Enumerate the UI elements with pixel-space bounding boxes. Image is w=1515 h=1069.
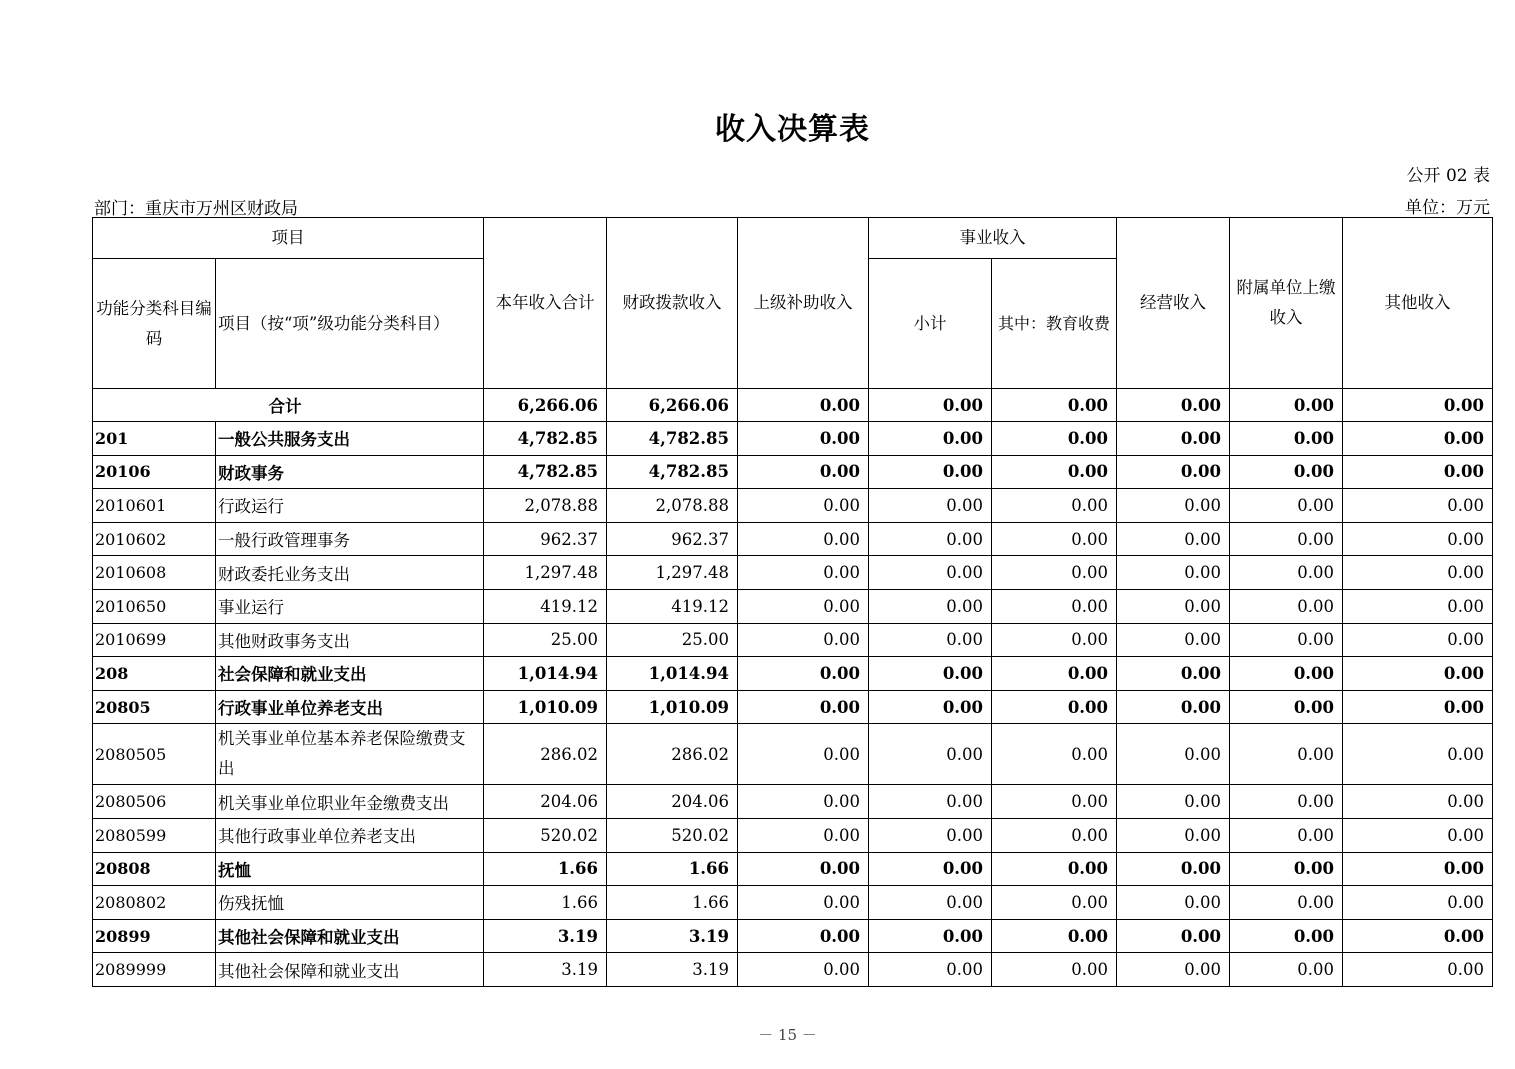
row-code: 2010602 bbox=[93, 522, 216, 556]
total-cell: 0.00 bbox=[992, 389, 1117, 422]
row-code: 2010608 bbox=[93, 556, 216, 590]
row-code: 2080505 bbox=[93, 724, 216, 785]
row-value: 0.00 bbox=[1117, 919, 1230, 953]
row-value: 0.00 bbox=[869, 724, 992, 785]
row-value: 0.00 bbox=[1343, 852, 1493, 886]
total-cell: 0.00 bbox=[869, 389, 992, 422]
row-value: 0.00 bbox=[869, 455, 992, 489]
header-code: 功能分类科目编码 bbox=[93, 259, 216, 389]
row-value: 0.00 bbox=[869, 919, 992, 953]
row-value: 0.00 bbox=[992, 522, 1117, 556]
row-value: 0.00 bbox=[992, 953, 1117, 987]
row-value: 0.00 bbox=[1230, 657, 1343, 691]
row-value: 419.12 bbox=[607, 589, 738, 623]
row-value: 2,078.88 bbox=[484, 489, 607, 523]
row-value: 0.00 bbox=[738, 455, 869, 489]
row-value: 0.00 bbox=[738, 724, 869, 785]
row-value: 1.66 bbox=[607, 852, 738, 886]
row-value: 25.00 bbox=[607, 623, 738, 657]
row-value: 0.00 bbox=[1117, 818, 1230, 852]
row-value: 1,010.09 bbox=[484, 690, 607, 724]
row-value: 0.00 bbox=[738, 919, 869, 953]
row-name: 其他行政事业单位养老支出 bbox=[216, 818, 484, 852]
row-value: 0.00 bbox=[1230, 422, 1343, 456]
row-value: 0.00 bbox=[1343, 623, 1493, 657]
row-value: 286.02 bbox=[484, 724, 607, 785]
row-value: 0.00 bbox=[992, 785, 1117, 819]
row-value: 4,782.85 bbox=[607, 422, 738, 456]
row-value: 0.00 bbox=[1343, 690, 1493, 724]
row-value: 0.00 bbox=[738, 953, 869, 987]
row-value: 3.19 bbox=[607, 953, 738, 987]
row-name: 伤残抚恤 bbox=[216, 886, 484, 920]
row-value: 962.37 bbox=[484, 522, 607, 556]
row-code: 20899 bbox=[93, 919, 216, 953]
header-name: 项目（按“项”级功能分类科目） bbox=[216, 259, 484, 389]
row-value: 0.00 bbox=[1343, 724, 1493, 785]
header-affiliated: 附属单位上缴收入 bbox=[1230, 218, 1343, 389]
row-value: 0.00 bbox=[1117, 852, 1230, 886]
row-name: 其他社会保障和就业支出 bbox=[216, 919, 484, 953]
row-value: 0.00 bbox=[992, 489, 1117, 523]
total-cell: 6,266.06 bbox=[607, 389, 738, 422]
table-row bbox=[93, 657, 1493, 691]
header-fiscal: 财政拨款收入 bbox=[607, 218, 738, 389]
row-value: 0.00 bbox=[738, 556, 869, 590]
row-value: 962.37 bbox=[607, 522, 738, 556]
row-value: 0.00 bbox=[738, 657, 869, 691]
row-value: 204.06 bbox=[607, 785, 738, 819]
row-value: 0.00 bbox=[1117, 422, 1230, 456]
department-label: 部门：重庆市万州区财政局 bbox=[94, 199, 298, 219]
row-value: 0.00 bbox=[1230, 818, 1343, 852]
row-value: 1.66 bbox=[484, 886, 607, 920]
income-statement-table bbox=[92, 217, 1493, 987]
row-value: 0.00 bbox=[1117, 724, 1230, 785]
row-value: 0.00 bbox=[1230, 556, 1343, 590]
row-value: 0.00 bbox=[1230, 489, 1343, 523]
header-other: 其他收入 bbox=[1343, 218, 1493, 389]
row-code: 2010601 bbox=[93, 489, 216, 523]
row-value: 0.00 bbox=[869, 589, 992, 623]
row-value: 3.19 bbox=[484, 919, 607, 953]
row-value: 0.00 bbox=[1343, 818, 1493, 852]
row-value: 0.00 bbox=[1230, 724, 1343, 785]
table-row bbox=[93, 785, 1493, 819]
row-value: 4,782.85 bbox=[607, 455, 738, 489]
row-name: 一般公共服务支出 bbox=[216, 422, 484, 456]
table-row bbox=[93, 589, 1493, 623]
row-value: 2,078.88 bbox=[607, 489, 738, 523]
row-value: 0.00 bbox=[1230, 852, 1343, 886]
row-value: 0.00 bbox=[869, 852, 992, 886]
unit-label: 单位：万元 bbox=[1405, 198, 1490, 218]
row-value: 0.00 bbox=[1343, 522, 1493, 556]
row-value: 0.00 bbox=[1343, 785, 1493, 819]
table-row bbox=[93, 455, 1493, 489]
row-value: 0.00 bbox=[1343, 589, 1493, 623]
row-value: 0.00 bbox=[1117, 556, 1230, 590]
row-value: 0.00 bbox=[1343, 953, 1493, 987]
row-value: 0.00 bbox=[738, 623, 869, 657]
row-name: 机关事业单位基本养老保险缴费支出 bbox=[216, 724, 484, 785]
row-code: 208 bbox=[93, 657, 216, 691]
row-value: 0.00 bbox=[1117, 785, 1230, 819]
table-row bbox=[93, 852, 1493, 886]
total-cell: 0.00 bbox=[1343, 389, 1493, 422]
row-value: 0.00 bbox=[738, 690, 869, 724]
row-code: 201 bbox=[93, 422, 216, 456]
table-row bbox=[93, 919, 1493, 953]
row-value: 1,010.09 bbox=[607, 690, 738, 724]
row-value: 0.00 bbox=[1117, 886, 1230, 920]
row-name: 机关事业单位职业年金缴费支出 bbox=[216, 785, 484, 819]
row-value: 1.66 bbox=[484, 852, 607, 886]
row-value: 0.00 bbox=[1117, 455, 1230, 489]
total-cell: 6,266.06 bbox=[484, 389, 607, 422]
row-value: 0.00 bbox=[1230, 953, 1343, 987]
table-row bbox=[93, 690, 1493, 724]
row-value: 1,014.94 bbox=[484, 657, 607, 691]
total-cell: 0.00 bbox=[1230, 389, 1343, 422]
row-value: 0.00 bbox=[1343, 657, 1493, 691]
row-value: 0.00 bbox=[1230, 919, 1343, 953]
row-value: 0.00 bbox=[1117, 623, 1230, 657]
total-row bbox=[93, 389, 1493, 422]
row-value: 0.00 bbox=[1343, 919, 1493, 953]
row-name: 财政委托业务支出 bbox=[216, 556, 484, 590]
table-row bbox=[93, 953, 1493, 987]
row-value: 25.00 bbox=[484, 623, 607, 657]
row-value: 0.00 bbox=[1343, 556, 1493, 590]
row-value: 0.00 bbox=[738, 852, 869, 886]
row-name: 社会保障和就业支出 bbox=[216, 657, 484, 691]
row-name: 其他社会保障和就业支出 bbox=[216, 953, 484, 987]
table-row bbox=[93, 422, 1493, 456]
row-value: 0.00 bbox=[738, 785, 869, 819]
row-value: 0.00 bbox=[1343, 886, 1493, 920]
form-number: 公开 02 表 bbox=[1406, 166, 1490, 186]
row-code: 2089999 bbox=[93, 953, 216, 987]
row-value: 4,782.85 bbox=[484, 422, 607, 456]
row-value: 0.00 bbox=[1230, 455, 1343, 489]
row-name: 行政运行 bbox=[216, 489, 484, 523]
row-value: 0.00 bbox=[1117, 589, 1230, 623]
row-value: 0.00 bbox=[1343, 489, 1493, 523]
row-value: 0.00 bbox=[1117, 690, 1230, 724]
row-value: 1.66 bbox=[607, 886, 738, 920]
row-value: 0.00 bbox=[869, 818, 992, 852]
row-value: 0.00 bbox=[869, 556, 992, 590]
row-value: 0.00 bbox=[738, 522, 869, 556]
row-value: 4,782.85 bbox=[484, 455, 607, 489]
table-row bbox=[93, 886, 1493, 920]
row-value: 204.06 bbox=[484, 785, 607, 819]
page-number: － 15 － bbox=[758, 1026, 817, 1044]
row-name: 抚恤 bbox=[216, 852, 484, 886]
row-value: 0.00 bbox=[992, 818, 1117, 852]
report-title: 收入决算表 bbox=[715, 112, 870, 147]
row-value: 520.02 bbox=[484, 818, 607, 852]
row-value: 0.00 bbox=[1117, 657, 1230, 691]
row-value: 0.00 bbox=[738, 589, 869, 623]
row-code: 2080802 bbox=[93, 886, 216, 920]
row-value: 0.00 bbox=[869, 886, 992, 920]
row-value: 0.00 bbox=[869, 785, 992, 819]
row-value: 0.00 bbox=[992, 657, 1117, 691]
total-label: 合计 bbox=[93, 389, 484, 422]
row-value: 0.00 bbox=[738, 422, 869, 456]
row-value: 3.19 bbox=[607, 919, 738, 953]
row-name: 事业运行 bbox=[216, 589, 484, 623]
row-value: 0.00 bbox=[1117, 489, 1230, 523]
row-value: 0.00 bbox=[738, 886, 869, 920]
row-value: 0.00 bbox=[992, 556, 1117, 590]
row-value: 0.00 bbox=[1230, 886, 1343, 920]
row-value: 0.00 bbox=[992, 589, 1117, 623]
header-operating: 经营收入 bbox=[1117, 218, 1230, 389]
row-value: 0.00 bbox=[1230, 589, 1343, 623]
row-value: 0.00 bbox=[992, 852, 1117, 886]
row-value: 1,014.94 bbox=[607, 657, 738, 691]
header-subtotal: 小计 bbox=[869, 259, 992, 389]
total-cell: 0.00 bbox=[1117, 389, 1230, 422]
row-value: 0.00 bbox=[869, 489, 992, 523]
row-name: 财政事务 bbox=[216, 455, 484, 489]
row-value: 0.00 bbox=[869, 690, 992, 724]
row-value: 0.00 bbox=[1343, 455, 1493, 489]
row-value: 520.02 bbox=[607, 818, 738, 852]
row-code: 2010699 bbox=[93, 623, 216, 657]
header-education-fee: 其中：教育收费 bbox=[992, 259, 1117, 389]
row-value: 0.00 bbox=[992, 724, 1117, 785]
total-cell: 0.00 bbox=[738, 389, 869, 422]
row-code: 2080599 bbox=[93, 818, 216, 852]
row-value: 0.00 bbox=[1230, 623, 1343, 657]
row-value: 0.00 bbox=[738, 489, 869, 523]
row-value: 0.00 bbox=[992, 623, 1117, 657]
header-business-group: 事业收入 bbox=[869, 218, 1117, 259]
table-row bbox=[93, 818, 1493, 852]
table-row bbox=[93, 522, 1493, 556]
row-value: 0.00 bbox=[1230, 690, 1343, 724]
header-total: 本年收入合计 bbox=[484, 218, 607, 389]
row-value: 1,297.48 bbox=[484, 556, 607, 590]
row-value: 0.00 bbox=[869, 623, 992, 657]
row-value: 0.00 bbox=[1343, 422, 1493, 456]
row-value: 1,297.48 bbox=[607, 556, 738, 590]
row-name: 行政事业单位养老支出 bbox=[216, 690, 484, 724]
row-name: 一般行政管理事务 bbox=[216, 522, 484, 556]
row-value: 419.12 bbox=[484, 589, 607, 623]
table-row bbox=[93, 623, 1493, 657]
row-value: 0.00 bbox=[869, 522, 992, 556]
row-code: 20808 bbox=[93, 852, 216, 886]
row-value: 0.00 bbox=[1230, 785, 1343, 819]
row-value: 0.00 bbox=[1117, 953, 1230, 987]
row-value: 0.00 bbox=[992, 886, 1117, 920]
table-row bbox=[93, 489, 1493, 523]
row-name: 其他财政事务支出 bbox=[216, 623, 484, 657]
row-code: 20805 bbox=[93, 690, 216, 724]
row-value: 286.02 bbox=[607, 724, 738, 785]
row-code: 2080506 bbox=[93, 785, 216, 819]
row-value: 0.00 bbox=[869, 422, 992, 456]
header-upper-subsidy: 上级补助收入 bbox=[738, 218, 869, 389]
row-value: 0.00 bbox=[738, 818, 869, 852]
row-code: 2010650 bbox=[93, 589, 216, 623]
row-value: 0.00 bbox=[992, 919, 1117, 953]
row-value: 0.00 bbox=[992, 422, 1117, 456]
row-value: 0.00 bbox=[1230, 522, 1343, 556]
row-value: 0.00 bbox=[869, 657, 992, 691]
header-row-1 bbox=[93, 218, 1493, 259]
table-row bbox=[93, 724, 1493, 785]
header-item-group: 项目 bbox=[93, 218, 484, 259]
row-value: 3.19 bbox=[484, 953, 607, 987]
row-value: 0.00 bbox=[992, 455, 1117, 489]
row-value: 0.00 bbox=[1117, 522, 1230, 556]
table-row bbox=[93, 556, 1493, 590]
row-value: 0.00 bbox=[869, 953, 992, 987]
row-code: 20106 bbox=[93, 455, 216, 489]
row-value: 0.00 bbox=[992, 690, 1117, 724]
